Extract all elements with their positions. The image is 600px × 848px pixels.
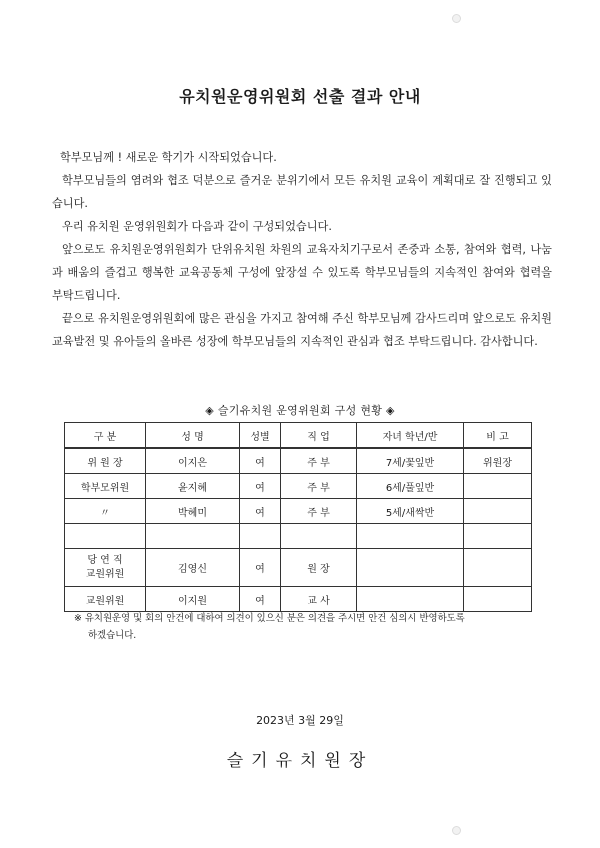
cell-child-class: [357, 587, 464, 612]
cell-category: 교원위원: [65, 587, 146, 612]
cell-name: [146, 524, 240, 549]
paragraph-closing: 끝으로 유치원운영위원회에 많은 관심을 가지고 참여해 주신 학부모님께 감사드리며 앞으로도 유치원 교육발전 및 유아들의 올바른 성장에 학부모님들의 지속적인 관심과 협조 부탁드립니다. 감사합니다.: [52, 312, 552, 348]
cell-remarks: [464, 587, 532, 612]
header-remarks: 비 고: [464, 423, 532, 449]
cell-gender: [240, 524, 281, 549]
letter-body: [52, 146, 552, 353]
document-title: 유치원운영위원회 선출 결과 안내: [179, 87, 421, 106]
paragraph-composition: 우리 유치원 운영위원회가 다음과 같이 구성되었습니다.: [62, 220, 332, 233]
cell-remarks: [464, 474, 532, 499]
paragraph-thanks: 학부모님들의 염려와 협조 덕분으로 즐거운 분위기에서 모든 유치원 교육이 계획대로 잘 진행되고 있습니다.: [52, 174, 552, 210]
cell-gender: 여: [240, 587, 281, 612]
table-row: [65, 499, 532, 524]
cell-name: 윤지혜: [146, 474, 240, 499]
cell-child-class: 5세/새싹반: [357, 499, 464, 524]
cell-remarks: 위원장: [464, 448, 532, 474]
cell-category: 위 원 장: [65, 448, 146, 474]
cell-child-class: 7세/꽃잎반: [357, 448, 464, 474]
cell-child-class: 6세/풀잎반: [357, 474, 464, 499]
paragraph-request: 앞으로도 유치원운영위원회가 단위유치원 차원의 교육자치기구로서 존중과 소통, 참여와 협력, 나눔과 배움의 즐겁고 행복한 교육공동체 구성에 앞장설 수 있도록 학부모님들의 지속적인 참여와 협력을 부탁드립니다.: [52, 243, 552, 302]
cell-remarks: [464, 499, 532, 524]
cell-remarks: [464, 549, 532, 587]
footnote-line: 하겠습니다.: [88, 630, 137, 641]
table-row: [65, 474, 532, 499]
cell-occupation: 주 부: [281, 499, 357, 524]
committee-table: [64, 422, 532, 612]
table-row: [65, 549, 532, 587]
table-header-row: [65, 423, 532, 449]
table-row: [65, 448, 532, 474]
cell-name: 이지은: [146, 448, 240, 474]
cell-name: 이지원: [146, 587, 240, 612]
cell-occupation: 원 장: [281, 549, 357, 587]
header-name: 성 명: [146, 423, 240, 449]
cell-gender: 여: [240, 448, 281, 474]
cell-category: 〃: [65, 499, 146, 524]
header-occupation: 직 업: [281, 423, 357, 449]
table-row: [65, 587, 532, 612]
punch-hole-bottom: [452, 826, 461, 835]
cell-gender: 여: [240, 549, 281, 587]
footnote: [74, 610, 544, 644]
document-date: 2023년 3월 29일: [256, 714, 344, 727]
cell-category: 학부모위원: [65, 474, 146, 499]
table-row-empty: [65, 524, 532, 549]
cell-name: 박혜미: [146, 499, 240, 524]
cell-child-class: [357, 524, 464, 549]
table-title: ◈ 슬기유치원 운영위원회 구성 현황 ◈: [205, 404, 395, 417]
cell-gender: 여: [240, 474, 281, 499]
punch-hole-top: [452, 14, 461, 23]
cell-name: 김영신: [146, 549, 240, 587]
cell-gender: 여: [240, 499, 281, 524]
cell-child-class: [357, 549, 464, 587]
cell-category: [65, 524, 146, 549]
cell-category: 당 연 직 교원위원: [65, 549, 146, 587]
header-child-class: 자녀 학년/반: [357, 423, 464, 449]
cell-occupation: 교 사: [281, 587, 357, 612]
header-gender: 성별: [240, 423, 281, 449]
header-category: 구 분: [65, 423, 146, 449]
cell-occupation: 주 부: [281, 448, 357, 474]
cell-remarks: [464, 524, 532, 549]
cell-occupation: [281, 524, 357, 549]
signature: 슬기유치원장: [226, 751, 374, 771]
footnote-line: ※ 유치원운영 및 회의 안건에 대하여 의견이 있으신 분은 의견을 주시면 안건 심의시 반영하도록: [74, 613, 465, 624]
cell-occupation: 주 부: [281, 474, 357, 499]
greeting-paragraph: 학부모님께 ! 새로운 학기가 시작되었습니다.: [60, 151, 277, 164]
